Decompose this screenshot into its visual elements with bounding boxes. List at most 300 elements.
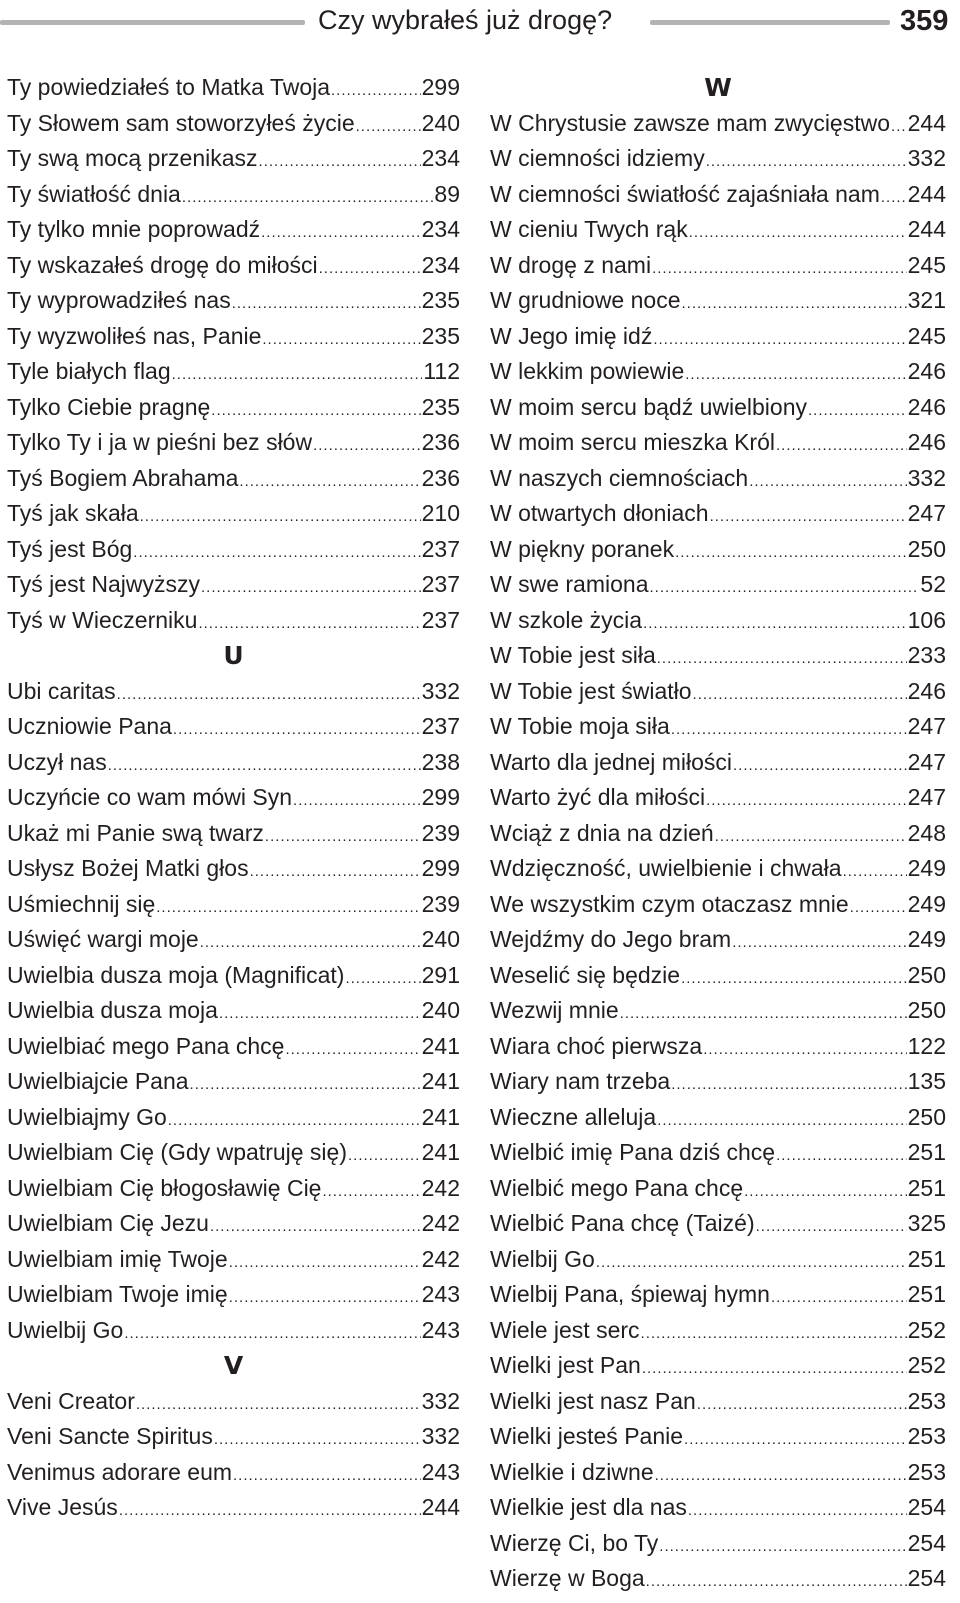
index-entry [490, 354, 946, 390]
entry-page-number: 332 [421, 1423, 460, 1449]
entry-title: Tylko Ty i ja w pieśni bez słów [7, 429, 313, 455]
index-entry [7, 567, 460, 603]
entry-title: Veni Creator [7, 1387, 135, 1414]
index-column-left [7, 70, 460, 1526]
dot-leader [345, 961, 420, 994]
dot-leader [756, 1209, 907, 1242]
dot-leader [659, 1529, 906, 1562]
entry-page-number: 236 [421, 464, 460, 491]
entry-title: Uwielbiajmy Go [7, 1103, 167, 1130]
entry-page-number: 237 [421, 606, 460, 633]
entry-page-number: 251 [907, 1281, 946, 1307]
dot-leader [319, 251, 421, 284]
dot-leader [649, 570, 919, 603]
entry-title: Wciąż z dnia na dzień [490, 819, 714, 846]
index-entry [490, 745, 946, 781]
entry-page-number: 243 [421, 1458, 460, 1485]
dot-leader [293, 783, 421, 816]
dot-leader [229, 1245, 421, 1278]
dot-leader [313, 428, 421, 461]
section-letter: W [704, 73, 732, 102]
dot-leader [322, 1174, 420, 1207]
entry-page-number: 239 [421, 819, 460, 846]
dot-leader [653, 322, 906, 355]
dot-leader [808, 393, 907, 426]
index-entry [490, 1490, 946, 1526]
entry-title: Wielki jesteś Panie [490, 1423, 684, 1449]
entry-title: Wdzięczność, uwielbienie i chwała [490, 855, 842, 881]
index-entry [7, 354, 460, 390]
entry-title: We wszystkim czym otaczasz mnie [490, 890, 849, 917]
dot-leader [776, 428, 907, 461]
entry-page-number: 242 [421, 1245, 460, 1272]
index-entry [490, 532, 946, 568]
entry-title: W Tobie jest siła [490, 642, 656, 668]
index-entry [490, 709, 946, 745]
entry-page-number: 332 [907, 464, 946, 491]
entry-title: Wielkie i dziwne [490, 1458, 654, 1485]
dot-leader [229, 1280, 421, 1313]
index-entry [490, 1242, 946, 1278]
index-entry [490, 390, 946, 426]
dot-leader [620, 996, 907, 1029]
dot-leader [133, 535, 420, 568]
entry-page-number: 299 [421, 855, 460, 881]
entry-title: Wielbij Go [490, 1245, 595, 1272]
dot-leader [239, 464, 420, 497]
dot-leader [881, 180, 907, 213]
entry-page-number: 245 [907, 322, 946, 349]
entry-title: Ty Słowem sam stoworzyłeś życie [7, 109, 355, 136]
dot-leader [261, 215, 421, 248]
index-entry [490, 212, 946, 248]
dot-leader [348, 1138, 421, 1171]
entry-page-number: 253 [907, 1458, 946, 1485]
entry-title: Ty swą mocą przenikasz [7, 145, 258, 171]
index-entry [7, 1313, 460, 1349]
entry-title: Wieczne alleluja [490, 1103, 657, 1130]
entry-title: Warto dla jednej miłości [490, 748, 733, 775]
index-entry [7, 922, 460, 958]
entry-title: Wielbij Pana, śpiewaj hymn [490, 1281, 770, 1307]
index-entry [490, 319, 946, 355]
entry-page-number: 240 [421, 997, 460, 1023]
entry-title: Weselić się będzie [490, 961, 681, 988]
index-entry [7, 674, 460, 710]
index-entry [7, 177, 460, 213]
entry-title: Ukaż mi Panie swą twarz [7, 819, 264, 846]
entry-page-number: 122 [907, 1032, 946, 1059]
entry-title: W Jego imię idź [490, 322, 653, 349]
entry-page-number: 244 [907, 109, 946, 136]
index-entry [490, 780, 946, 816]
page-number: 359 [900, 5, 949, 37]
dot-leader [732, 925, 906, 958]
index-entry [7, 745, 460, 781]
dot-leader [259, 144, 421, 177]
entry-page-number: 246 [907, 393, 946, 420]
index-entry [490, 496, 946, 532]
index-entry [490, 1206, 946, 1242]
entry-title: Ty wyprowadziłeś nas [7, 287, 231, 313]
dot-leader [646, 1564, 907, 1597]
entry-page-number: 241 [421, 1139, 460, 1165]
dot-leader [657, 1103, 906, 1136]
entry-page-number: 241 [421, 1068, 460, 1094]
index-entry [490, 177, 946, 213]
entry-title: Wielbić Pana chcę (Taizé) [490, 1210, 755, 1236]
entry-page-number: 112 [423, 358, 460, 384]
dot-leader [117, 677, 421, 710]
dot-leader [285, 1032, 420, 1065]
index-entry [7, 887, 460, 923]
entry-page-number: 249 [907, 890, 946, 917]
index-entry [7, 1384, 460, 1420]
entry-page-number: 246 [907, 429, 946, 455]
index-entry [7, 1277, 460, 1313]
index-entry [490, 425, 946, 461]
index-entry [7, 1064, 460, 1100]
index-entry [490, 567, 946, 603]
entry-title: Uwielbij Go [7, 1316, 124, 1343]
entry-page-number: 89 [434, 180, 460, 207]
entry-title: Uwielbiajcie Pana [7, 1068, 189, 1094]
entry-page-number: 247 [907, 784, 946, 810]
page-header [0, 0, 960, 52]
dot-leader [119, 1493, 421, 1526]
index-entry [490, 1526, 946, 1562]
entry-page-number: 325 [907, 1210, 946, 1236]
index-entry [490, 922, 946, 958]
entry-page-number: 243 [421, 1316, 460, 1343]
entry-page-number: 250 [907, 535, 946, 562]
index-entry [490, 1171, 946, 1207]
dot-leader [685, 357, 906, 390]
entry-page-number: 291 [421, 961, 460, 988]
dot-leader [356, 109, 421, 142]
entry-page-number: 251 [907, 1245, 946, 1272]
entry-title: Uwielbiam Twoje imię [7, 1281, 228, 1307]
section-letter: V [223, 1351, 244, 1380]
entry-title: Uwielbiam Cię Jezu [7, 1210, 209, 1236]
entry-page-number: 249 [907, 926, 946, 952]
dot-leader [655, 1458, 907, 1491]
index-entry [490, 603, 946, 639]
index-entry [490, 1277, 946, 1313]
entry-page-number: 240 [421, 109, 460, 136]
index-entry [490, 638, 946, 674]
entry-page-number: 239 [421, 890, 460, 917]
entry-page-number: 332 [907, 145, 946, 171]
entry-title: Ty wskazałeś drogę do miłości [7, 251, 318, 278]
entry-title: Vive Jesús [7, 1494, 118, 1520]
entry-title: Ty powiedziałeś to Matka Twoja [7, 74, 331, 100]
entry-title: W drogę z nami [490, 251, 652, 278]
dot-leader [771, 1280, 907, 1313]
entry-page-number: 52 [920, 571, 946, 597]
entry-page-number: 299 [421, 74, 460, 100]
entry-page-number: 236 [421, 429, 460, 455]
index-entry [7, 1100, 460, 1136]
dot-leader [198, 606, 420, 639]
index-entry [490, 1384, 946, 1420]
entry-page-number: 235 [421, 393, 460, 420]
dot-leader [776, 1138, 907, 1171]
index-entry [7, 1135, 460, 1171]
entry-page-number: 240 [421, 926, 460, 952]
entry-page-number: 247 [907, 748, 946, 775]
entry-title: Wielkie jest dla nas [490, 1494, 687, 1520]
index-entry [7, 532, 460, 568]
entry-page-number: 248 [907, 819, 946, 846]
index-entry [7, 709, 460, 745]
entry-page-number: 254 [907, 1565, 946, 1591]
dot-leader [265, 819, 421, 852]
index-entry [490, 1135, 946, 1171]
entry-page-number: 235 [421, 287, 460, 313]
index-entry [7, 851, 460, 887]
running-title: Czy wybrałeś już drogę? [318, 5, 613, 35]
index-entry [7, 70, 460, 106]
entry-title: Veni Sancte Spiritus [7, 1423, 213, 1449]
index-entry [7, 993, 460, 1029]
index-entry [490, 461, 946, 497]
entry-page-number: 242 [421, 1174, 460, 1201]
dot-leader [684, 1422, 907, 1455]
entry-title: Ty tylko mnie poprowadź [7, 216, 261, 242]
entry-page-number: 250 [907, 997, 946, 1023]
dot-leader [156, 890, 420, 923]
entry-title: W moim sercu mieszka Król [490, 429, 775, 455]
entry-title: W cieniu Twych rąk [490, 216, 688, 242]
entry-title: W swe ramiona [490, 571, 649, 597]
entry-page-number: 234 [421, 145, 460, 171]
entry-page-number: 245 [907, 251, 946, 278]
entry-title: Wiele jest serc [490, 1316, 640, 1343]
dot-leader [706, 783, 906, 816]
index-entry [7, 1242, 460, 1278]
index-entry [490, 1561, 946, 1597]
entry-title: Ty wyzwoliłeś nas, Panie [7, 322, 262, 349]
entry-title: W Tobie moja siła [490, 713, 670, 739]
entry-title: W Tobie jest światło [490, 677, 692, 704]
entry-page-number: 237 [421, 535, 460, 562]
dot-leader [744, 1174, 907, 1207]
dot-leader [843, 854, 907, 887]
entry-title: Venimus adorare eum [7, 1458, 233, 1485]
section-letter: U [223, 641, 244, 670]
entry-page-number: 237 [421, 571, 460, 597]
entry-title: Uwielbiam imię Twoje [7, 1245, 228, 1272]
entry-title: Wielbić mego Pana chcę [490, 1174, 744, 1201]
dot-leader [706, 144, 907, 177]
dot-leader [596, 1245, 907, 1278]
index-entry [7, 496, 460, 532]
dot-leader [182, 180, 434, 213]
entry-title: Tyś jak skała [7, 500, 139, 526]
dot-leader [262, 322, 420, 355]
index-entry [490, 816, 946, 852]
header-rule-left [0, 20, 305, 25]
entry-page-number: 254 [907, 1494, 946, 1520]
entry-title: Uświęć wargi moje [7, 926, 199, 952]
index-entry [7, 141, 460, 177]
index-entry [490, 141, 946, 177]
entry-page-number: 242 [421, 1210, 460, 1236]
index-entry [490, 1313, 946, 1349]
entry-title: Wiary nam trzeba [490, 1068, 671, 1094]
dot-leader [697, 1387, 907, 1420]
entry-title: Wiara choć pierwsza [490, 1032, 703, 1059]
entry-title: W szkole życia [490, 606, 643, 633]
entry-title: Tyś jest Bóg [7, 535, 133, 562]
entry-page-number: 253 [907, 1423, 946, 1449]
dot-leader [693, 677, 907, 710]
dot-leader [173, 712, 421, 745]
dot-leader [250, 854, 421, 887]
entry-title: Uwielbia dusza moja [7, 997, 218, 1023]
entry-title: Wejdźmy do Jego bram [490, 926, 732, 952]
dot-leader [211, 393, 420, 426]
dot-leader [891, 109, 907, 142]
entry-title: W lekkim powiewie [490, 358, 685, 384]
dot-leader [233, 1458, 421, 1491]
index-entry [490, 1100, 946, 1136]
index-entry [490, 1455, 946, 1491]
entry-page-number: 252 [907, 1316, 946, 1343]
entry-title: Uczył nas [7, 748, 107, 775]
entry-title: Tyś jest Najwyższy [7, 571, 200, 597]
entry-title: Uśmiechnij się [7, 890, 156, 917]
dot-leader [168, 1103, 421, 1136]
dot-leader [850, 890, 907, 923]
entry-title: Ty światłość dnia [7, 180, 181, 207]
entry-page-number: 241 [421, 1103, 460, 1130]
dot-leader [214, 1422, 421, 1455]
dot-leader [219, 996, 421, 1029]
index-entry [7, 319, 460, 355]
index-entry [7, 248, 460, 284]
entry-page-number: 252 [907, 1352, 946, 1378]
entry-page-number: 250 [907, 961, 946, 988]
dot-leader [200, 925, 421, 958]
entry-title: Wierzę w Boga [490, 1565, 645, 1591]
dot-leader [642, 1351, 907, 1384]
dot-leader [703, 1032, 906, 1065]
entry-page-number: 254 [907, 1529, 946, 1556]
entry-title: Warto żyć dla miłości [490, 784, 706, 810]
entry-title: W ciemności idziemy [490, 145, 705, 171]
entry-title: W moim sercu bądź uwielbiony [490, 393, 808, 420]
dot-leader [643, 606, 907, 639]
entry-page-number: 321 [907, 287, 946, 313]
entry-title: Uczniowie Pana [7, 713, 172, 739]
dot-leader [715, 819, 907, 852]
entry-title: W naszych ciemnościach [490, 464, 749, 491]
index-entry [7, 283, 460, 319]
entry-title: Wezwij mnie [490, 997, 619, 1023]
entry-title: W ciemności światłość zajaśniała nam [490, 180, 880, 207]
index-entry [490, 248, 946, 284]
entry-page-number: 251 [907, 1139, 946, 1165]
dot-leader [190, 1067, 421, 1100]
dot-leader [140, 499, 421, 532]
entry-page-number: 135 [907, 1068, 946, 1094]
dot-leader [671, 712, 907, 745]
entry-page-number: 246 [907, 358, 946, 384]
dot-leader [682, 286, 907, 319]
entry-page-number: 234 [421, 216, 460, 242]
dot-leader [671, 1067, 906, 1100]
index-entry [490, 283, 946, 319]
index-entry [490, 106, 946, 142]
entry-page-number: 247 [907, 500, 946, 526]
dot-leader [124, 1316, 420, 1349]
index-entry [490, 851, 946, 887]
entry-page-number: 249 [907, 855, 946, 881]
index-entry [7, 106, 460, 142]
entry-page-number: 243 [421, 1281, 460, 1307]
index-entry [7, 1029, 460, 1065]
entry-title: Uwielbiam Cię błogosławię Cię [7, 1174, 322, 1201]
dot-leader [172, 357, 423, 390]
header-rule-right [650, 20, 890, 25]
entry-page-number: 106 [907, 606, 946, 633]
index-entry [490, 993, 946, 1029]
index-entry [490, 958, 946, 994]
index-entry [7, 816, 460, 852]
entry-title: Uwielbia dusza moja (Magnificat) [7, 961, 345, 988]
dot-leader [710, 499, 907, 532]
index-entry [490, 674, 946, 710]
index-entry [490, 1348, 946, 1384]
entry-title: Wielki jest Pan [490, 1352, 641, 1378]
index-entry [490, 1029, 946, 1065]
entry-page-number: 332 [421, 677, 460, 704]
index-entry [490, 887, 946, 923]
index-entry [7, 1206, 460, 1242]
entry-page-number: 244 [907, 216, 946, 242]
entry-page-number: 234 [421, 251, 460, 278]
index-column-right [490, 70, 946, 1597]
entry-page-number: 244 [421, 1494, 460, 1520]
entry-title: Wielbić imię Pana dziś chcę [490, 1139, 776, 1165]
dot-leader [652, 251, 907, 284]
entry-page-number: 299 [421, 784, 460, 810]
entry-page-number: 246 [907, 677, 946, 704]
index-entry [7, 1490, 460, 1526]
entry-page-number: 244 [907, 180, 946, 207]
dot-leader [675, 535, 907, 568]
dot-leader [689, 215, 907, 248]
entry-title: W Chrystusie zawsze mam zwycięstwo [490, 109, 891, 136]
index-entry [7, 1455, 460, 1491]
index-entry [490, 1419, 946, 1455]
dot-leader [136, 1387, 421, 1420]
entry-title: Tyś w Wieczerniku [7, 606, 198, 633]
entry-page-number: 251 [907, 1174, 946, 1201]
dot-leader [688, 1493, 907, 1526]
entry-page-number: 233 [907, 642, 946, 668]
dot-leader [641, 1316, 907, 1349]
index-entry [7, 780, 460, 816]
entry-page-number: 250 [907, 1103, 946, 1130]
entry-title: Wierzę Ci, bo Ty [490, 1529, 659, 1556]
entry-title: Tyś Bogiem Abrahama [7, 464, 239, 491]
index-entry [7, 390, 460, 426]
entry-page-number: 210 [421, 500, 460, 526]
entry-title: Tyle białych flag [7, 358, 171, 384]
